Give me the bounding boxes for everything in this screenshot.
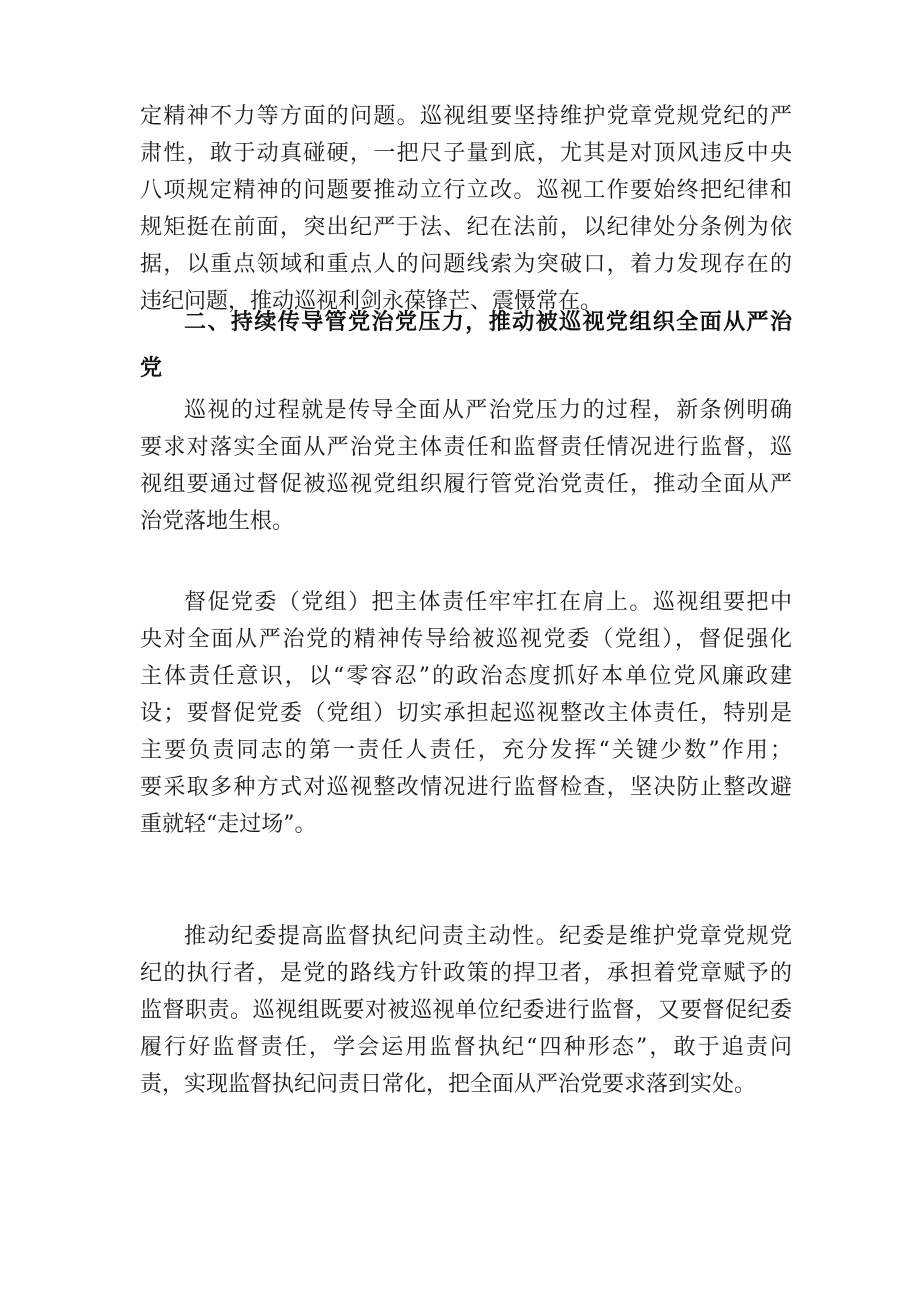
text-line: 纪的执行者，是党的路线方针政策的捍卫者，承担着党章赋予的: [140, 961, 792, 986]
text-line: 督促党委（党组）把主体责任牢牢扛在肩上。巡视组要把中: [184, 590, 792, 615]
text-line: 推动纪委提高监督执纪问责主动性。纪委是维护党章党规党: [184, 924, 792, 949]
text-line: 履行好监督责任，学会运用监督执纪“四种形态”，敢于追责问: [140, 1035, 792, 1060]
text-line: 巡视的过程就是传导全面从严治党压力的过程，新条例明确: [184, 398, 792, 423]
text-line: 定精神不力等方面的问题。巡视组要坚持维护党章党规党纪的严: [140, 104, 792, 129]
text-line: 监督职责。巡视组既要对被巡视单位纪委进行监督，又要督促纪委: [140, 998, 792, 1023]
text-line: 治党落地生根。: [140, 509, 295, 534]
text-line: 违纪问题，推动巡视利剑永葆锋芒、震慑常在。: [140, 289, 603, 314]
text-line: 要求对落实全面从严治党主体责任和监督责任情况进行监督，巡: [140, 435, 792, 460]
paragraph-continuation: [140, 98, 792, 320]
paragraph: [140, 918, 792, 1103]
heading-line: 二、持续传导管党治党压力，推动被巡视党组织全面从严治: [184, 310, 792, 335]
section-heading: [140, 300, 792, 392]
text-line: 主要负责同志的第一责任人责任，充分发挥“关键少数”作用；: [140, 738, 792, 763]
text-line: 规矩挺在前面，突出纪严于法、纪在法前，以纪律处分条例为依: [140, 215, 792, 240]
text-line: 重就轻“走过场”。: [140, 812, 317, 837]
text-line: 八项规定精神的问题要推动立行立改。巡视工作要始终把纪律和: [140, 178, 792, 203]
paragraph: [140, 584, 792, 843]
heading-line: 党: [140, 356, 163, 381]
text-line: 央对全面从严治党的精神传导给被巡视党委（党组），督促强化: [140, 627, 792, 652]
text-line: 责，实现监督执纪问责日常化，把全面从严治党要求落到实处。: [140, 1072, 757, 1097]
text-line: 主体责任意识，以“零容忍”的政治态度抓好本单位党风廉政建: [140, 664, 792, 689]
text-line: 要采取多种方式对巡视整改情况进行监督检查，坚决防止整改避: [140, 775, 792, 800]
text-line: 据，以重点领域和重点人的问题线索为突破口，着力发现存在的: [140, 252, 792, 277]
text-line: 肃性，敢于动真碰硬，一把尺子量到底，尤其是对顶风违反中央: [140, 141, 792, 166]
text-line: 视组要通过督促被巡视党组织履行管党治党责任，推动全面从严: [140, 472, 792, 497]
paragraph: [140, 392, 792, 540]
text-line: 设；要督促党委（党组）切实承担起巡视整改主体责任，特别是: [140, 701, 792, 726]
